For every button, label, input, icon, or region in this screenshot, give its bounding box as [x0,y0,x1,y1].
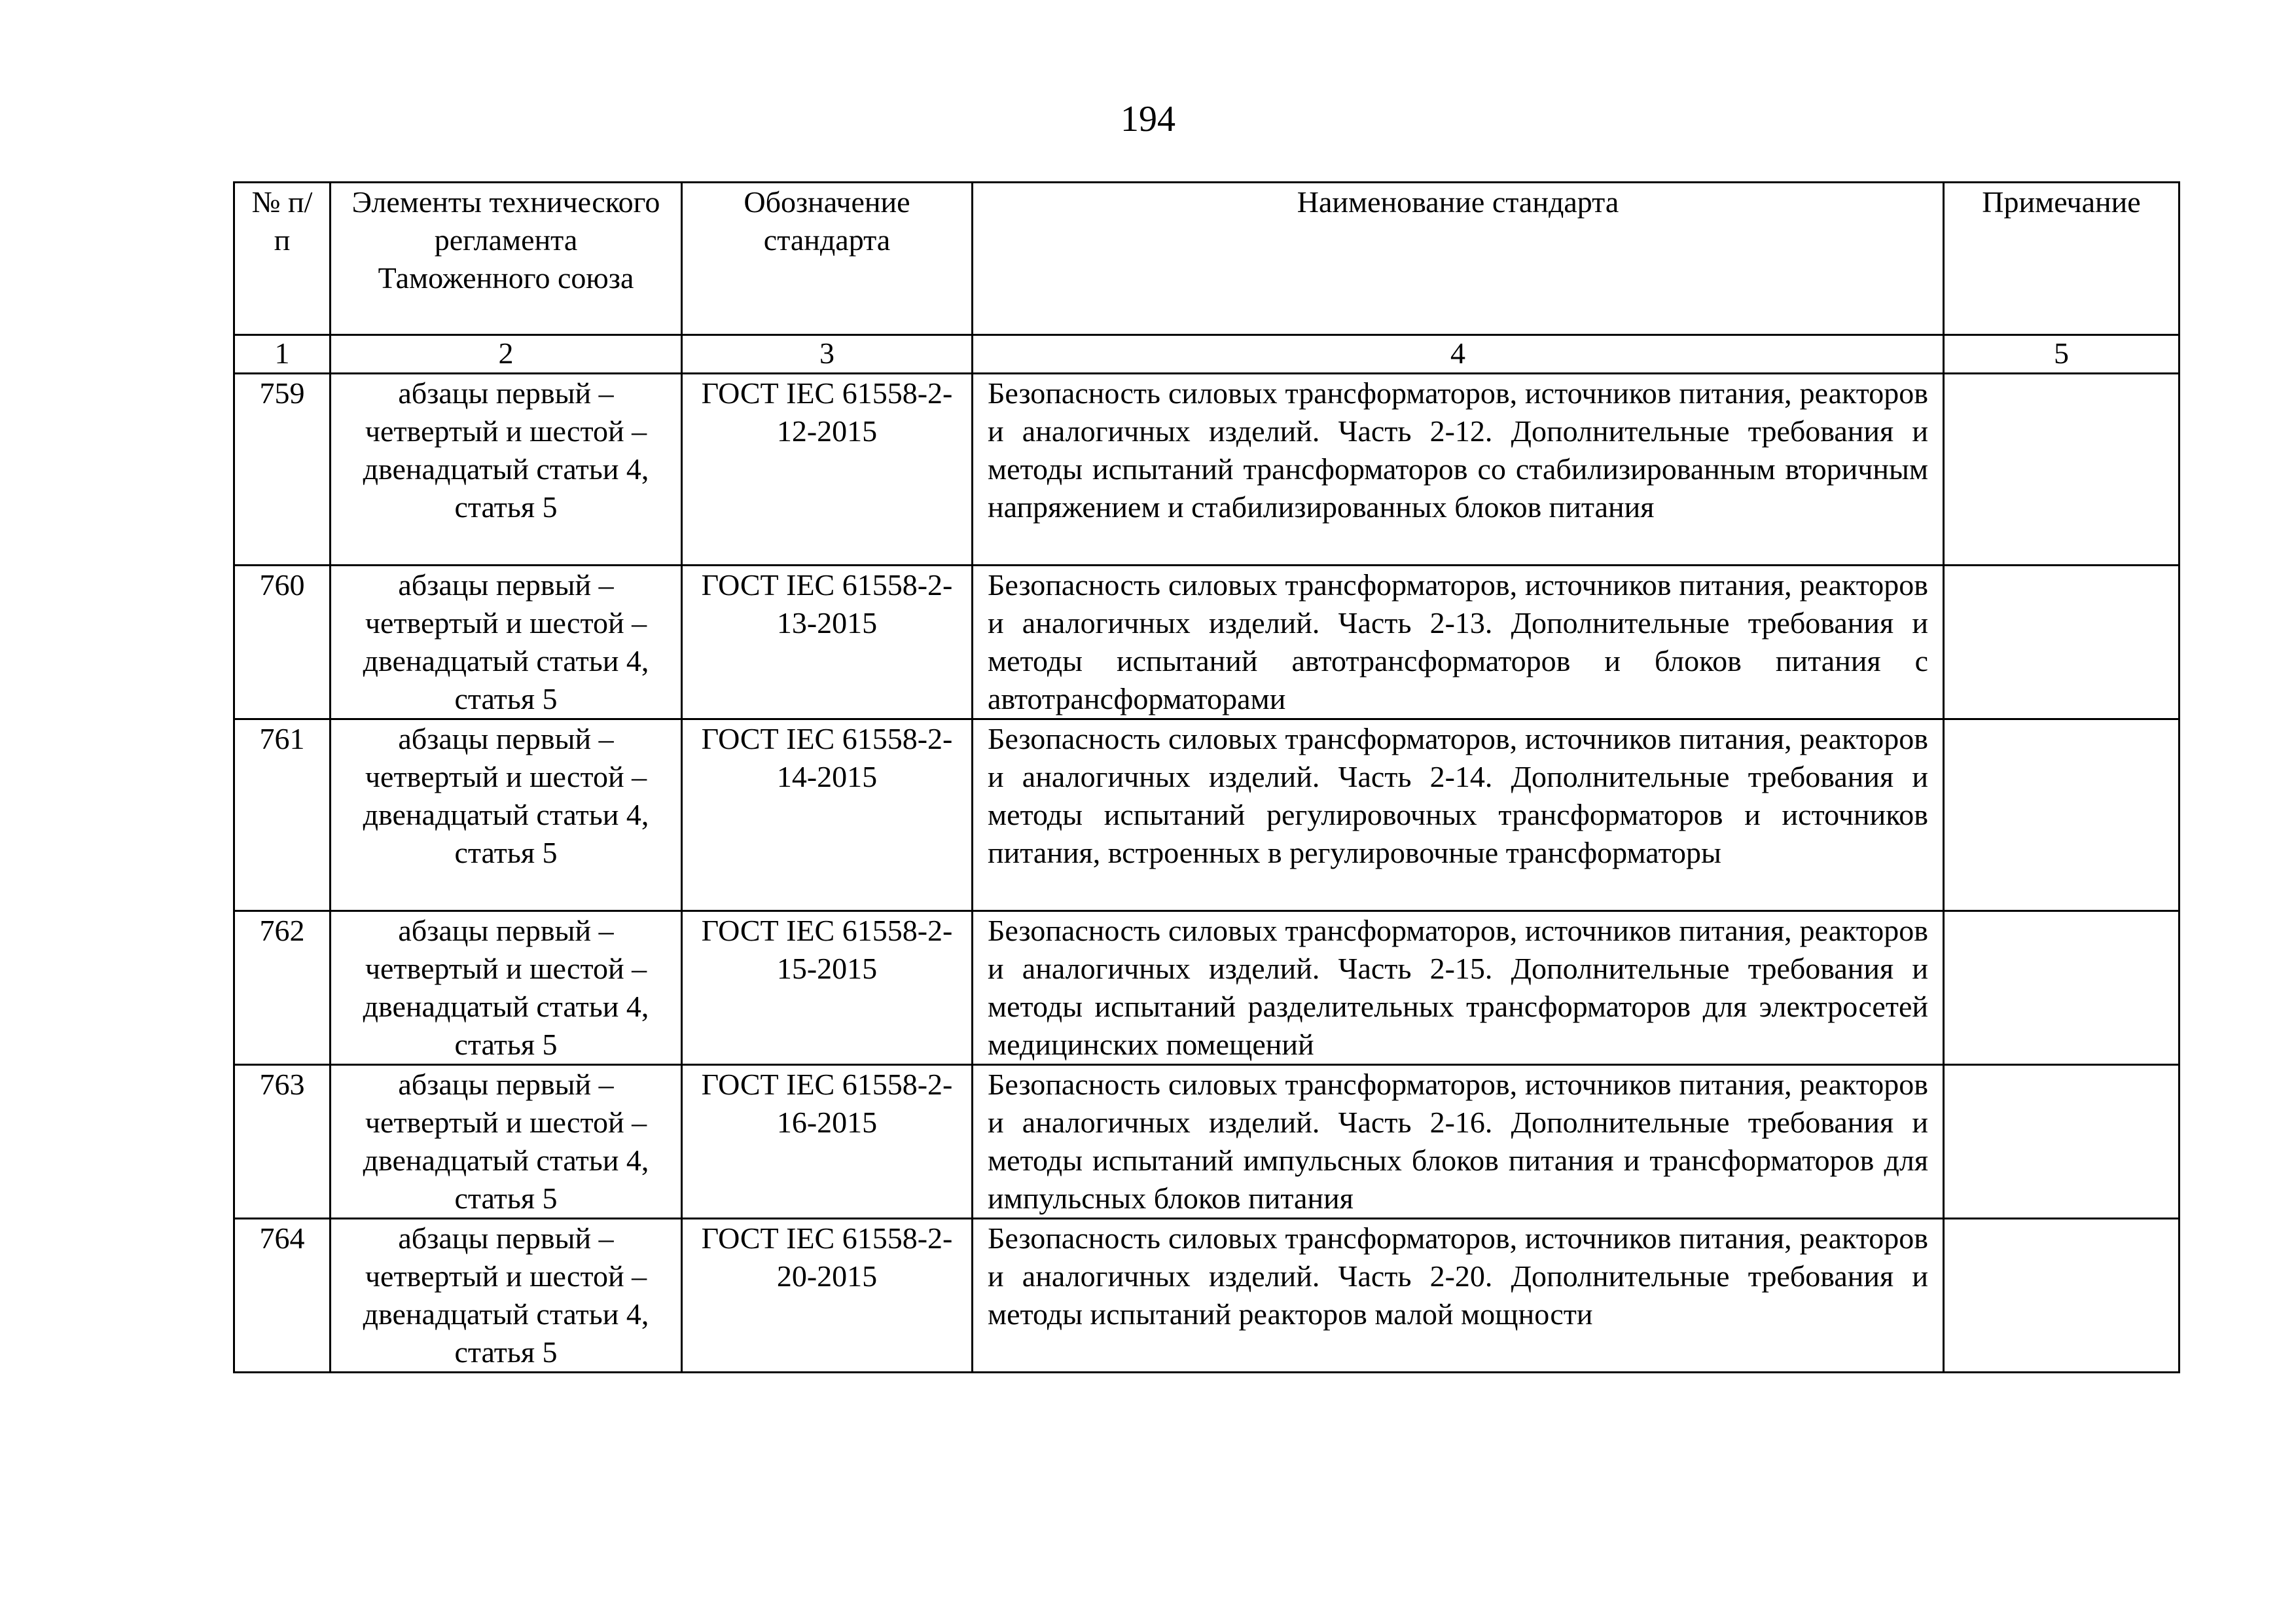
table-row [234,719,2179,911]
row-num: 759 [234,374,331,566]
row-note [1944,719,2179,911]
header-note: Примечание [1944,183,2179,335]
table-row [234,566,2179,719]
row-standard-name: Безопасность силовых трансформаторов, источников питания, реакторов и аналогичных изделий. Часть 2-20. Дополнительные требования и методы испытаний реакторов малой мощности [973,1219,1944,1373]
standards-table [233,181,2180,1373]
row-num: 760 [234,566,331,719]
row-note [1944,1065,2179,1219]
header-name: Наименование стандарта [973,183,1944,335]
row-elements: абзацы первый – четвертый и шестой – двенадцатый статьи 4, статья 5 [331,911,682,1065]
row-num: 763 [234,1065,331,1219]
table-row [234,1065,2179,1219]
row-standard-name: Безопасность силовых трансформаторов, источников питания, реакторов и аналогичных изделий. Часть 2-15. Дополнительные требования и методы испытаний разделительных трансформаторов для электросетей медицинских помещений [973,911,1944,1065]
row-standard-name: Безопасность силовых трансформаторов, источников питания, реакторов и аналогичных изделий. Часть 2-16. Дополнительные требования и методы испытаний импульсных блоков питания и трансформаторов для импульсных блоков питания [973,1065,1944,1219]
page-number: 194 [1121,99,1175,139]
row-standard-name: Безопасность силовых трансформаторов, источников питания, реакторов и аналогичных изделий. Часть 2-12. Дополнительные требования и методы испытаний трансформаторов со стабилизированным вторичным напряжением и стабилизированных блоков питания [973,374,1944,566]
header-designation: Обозначение стандарта [682,183,973,335]
row-designation: ГОСТ IEC 61558-2-12-2015 [682,374,973,566]
row-designation: ГОСТ IEC 61558-2-14-2015 [682,719,973,911]
header-elements: Элементы технического регламента Таможенного союза [331,183,682,335]
row-num: 764 [234,1219,331,1373]
column-number: 2 [331,335,682,374]
row-note [1944,374,2179,566]
column-number-row [234,335,2179,374]
row-elements: абзацы первый – четвертый и шестой – двенадцатый статьи 4, статья 5 [331,719,682,911]
column-number: 1 [234,335,331,374]
column-number: 5 [1944,335,2179,374]
row-num: 762 [234,911,331,1065]
column-number: 3 [682,335,973,374]
row-standard-name: Безопасность силовых трансформаторов, источников питания, реакторов и аналогичных изделий. Часть 2-14. Дополнительные требования и методы испытаний регулировочных трансформаторов и источников питания, встроенных в регулировочные трансформаторы [973,719,1944,911]
row-note [1944,566,2179,719]
header-row [234,183,2179,335]
row-num: 761 [234,719,331,911]
row-note [1944,911,2179,1065]
column-number: 4 [973,335,1944,374]
row-designation: ГОСТ IEC 61558-2-16-2015 [682,1065,973,1219]
row-elements: абзацы первый – четвертый и шестой – двенадцатый статьи 4, статья 5 [331,1219,682,1373]
row-designation: ГОСТ IEC 61558-2-15-2015 [682,911,973,1065]
row-designation: ГОСТ IEC 61558-2-13-2015 [682,566,973,719]
row-note [1944,1219,2179,1373]
row-elements: абзацы первый – четвертый и шестой – двенадцатый статьи 4, статья 5 [331,374,682,566]
row-designation: ГОСТ IEC 61558-2-20-2015 [682,1219,973,1373]
header-num: № п/п [234,183,331,335]
table-row [234,1219,2179,1373]
table-row [234,911,2179,1065]
table-row [234,374,2179,566]
row-elements: абзацы первый – четвертый и шестой – двенадцатый статьи 4, статья 5 [331,1065,682,1219]
row-standard-name: Безопасность силовых трансформаторов, источников питания, реакторов и аналогичных изделий. Часть 2-13. Дополнительные требования и методы испытаний автотрансформаторов и блоков питания с автотрансформаторами [973,566,1944,719]
row-elements: абзацы первый – четвертый и шестой – двенадцатый статьи 4, статья 5 [331,566,682,719]
